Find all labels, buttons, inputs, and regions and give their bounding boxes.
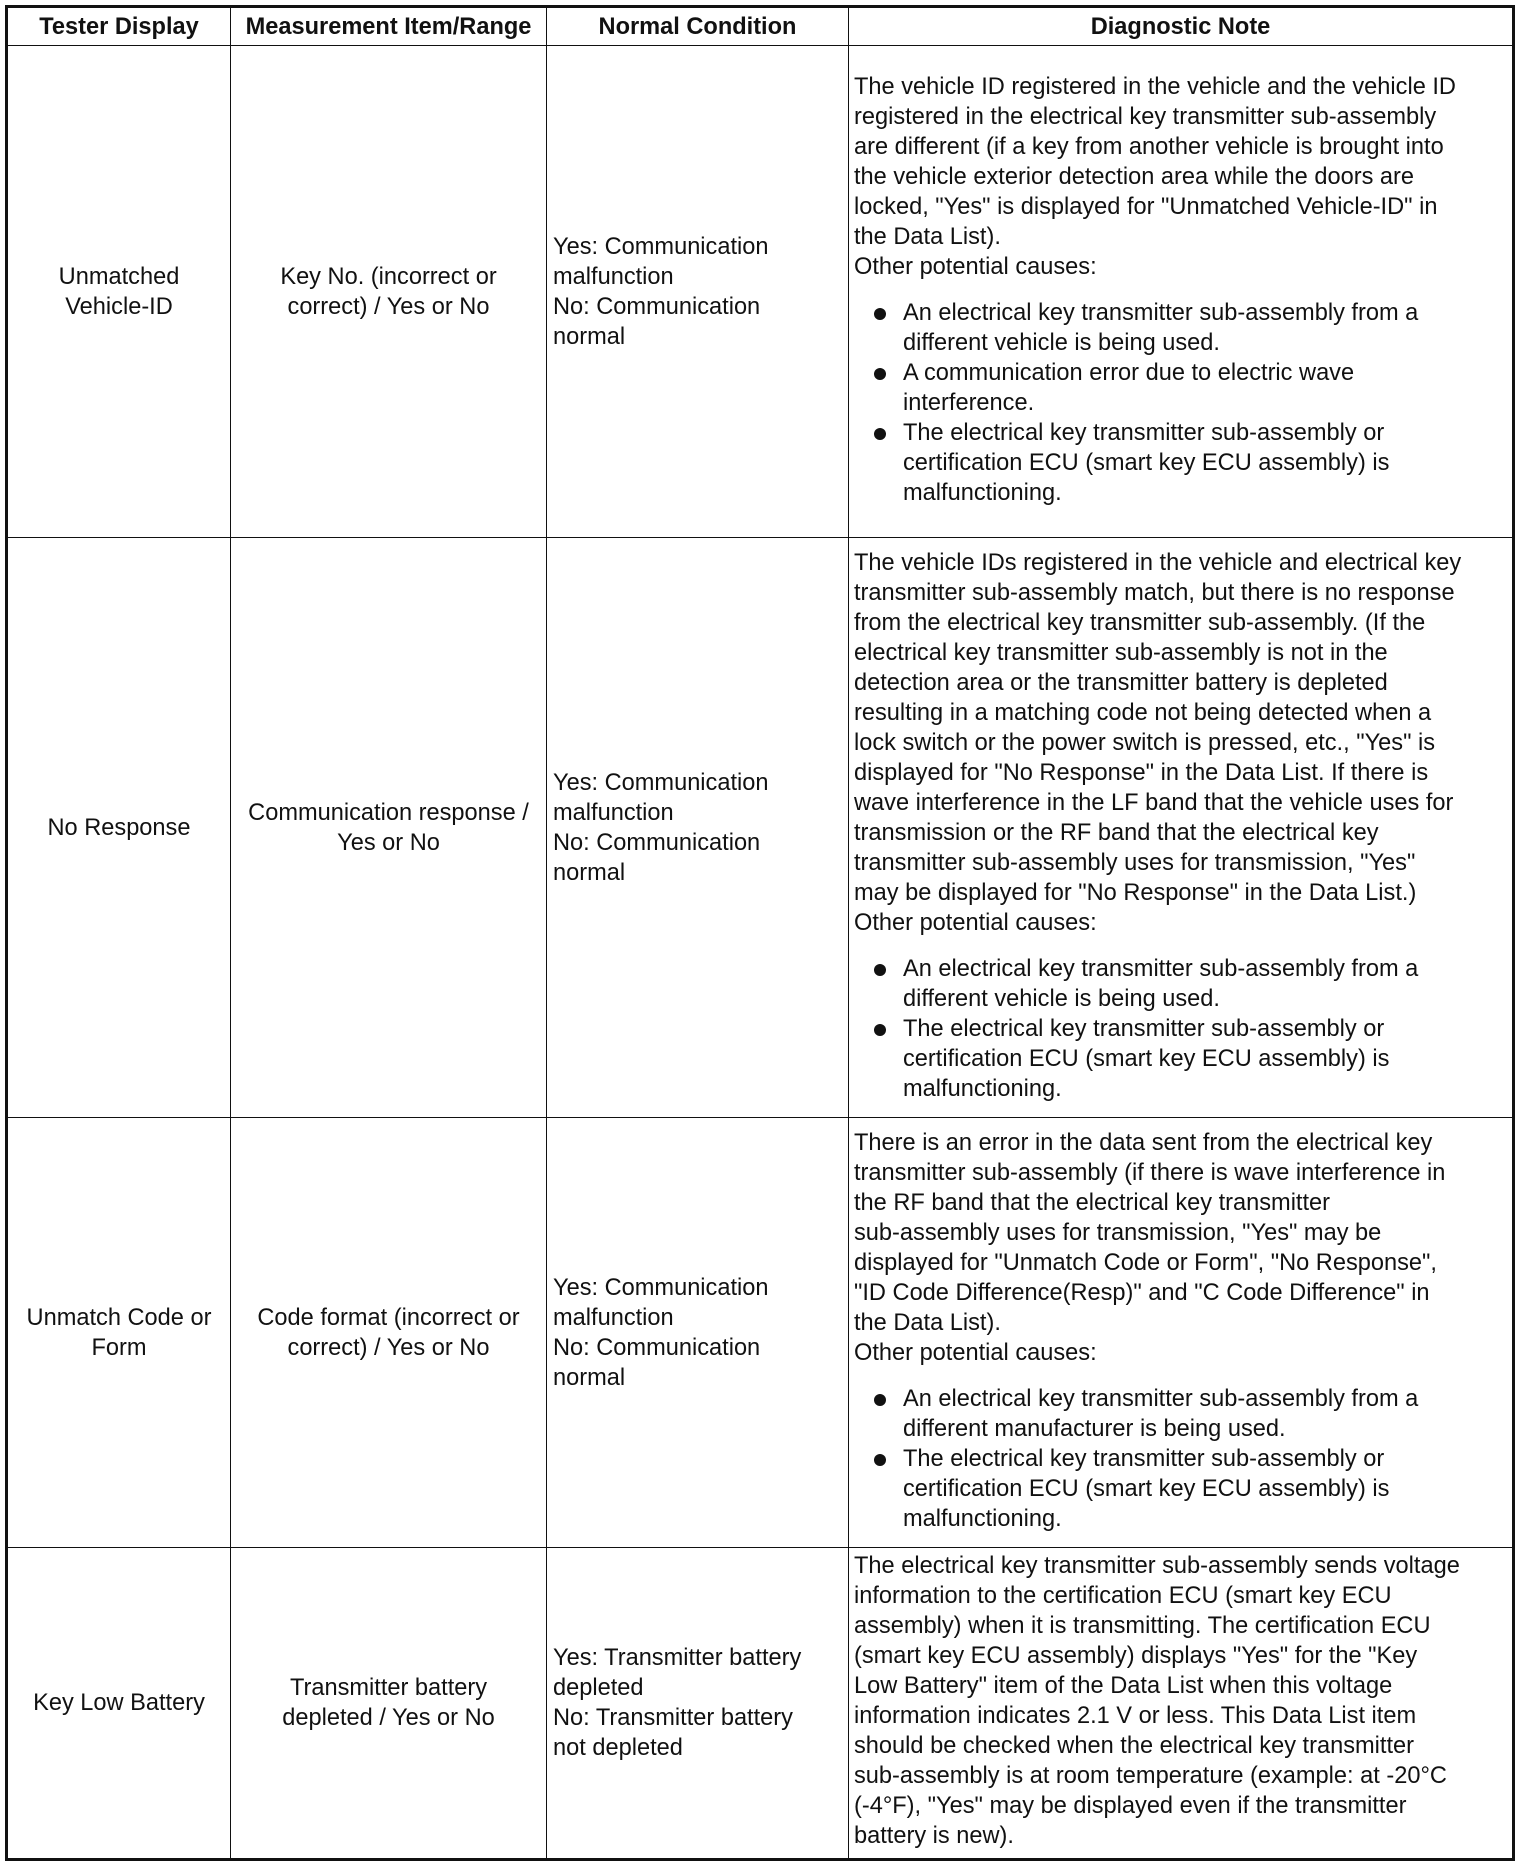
measurement-range-text: Communication response / Yes or No <box>248 799 529 856</box>
measurement-range-cell <box>231 1548 547 1860</box>
other-causes-label: Other potential causes: <box>854 253 1097 280</box>
data-list-table <box>5 5 1515 1861</box>
potential-causes-list <box>854 298 1508 508</box>
header-measurement-item-range: Measurement Item/Range <box>231 7 547 46</box>
tester-display-cell <box>7 46 231 538</box>
header-diagnostic-note: Diagnostic Note <box>849 7 1514 46</box>
measurement-range-cell <box>231 1118 547 1548</box>
diagnostic-note-text: The electrical key transmitter sub-assembly sends voltage information to the certification ECU (smart key ECU assembly) when it is transmitting. The certification ECU (smart key ECU assembly) displays "Yes" for the "Key Low Battery" item of the Data List when this voltage information indicates 2.1 V or less. This Data List item should be checked when the electrical key transmitter sub-assembly is at room temperature (example: at -20°C (-4°F), "Yes" may be displayed even if the transmitter battery is new). <box>854 1553 1460 1849</box>
diagnostic-note-cell <box>849 1118 1514 1548</box>
cause-item: An electrical key transmitter sub-assembly from a different vehicle is being used. <box>854 954 1508 1014</box>
measurement-range-cell <box>231 46 547 538</box>
tester-display-cell <box>7 538 231 1118</box>
normal-condition-cell <box>547 1118 849 1548</box>
diagnostic-note-text: The vehicle IDs registered in the vehicle and electrical key transmitter sub-assembly match, but there is no response from the electrical key transmitter sub-assembly. (If the electrical key transmitter sub-assembly is not in the detection area or the transmitter battery is depleted resulting in a matching code not being detected when a lock switch or the power switch is pressed, etc., "Yes" is displayed for "No Response" in the Data List. If there is wave interference in the LF band that the vehicle uses for transmission or the RF band that the electrical key transmitter sub-assembly uses for transmission, "Yes" may be displayed for "No Response" in the Data List.) <box>854 549 1462 906</box>
normal-condition-cell <box>547 538 849 1118</box>
potential-causes-list <box>854 954 1508 1104</box>
diagnostic-note-cell <box>849 538 1514 1118</box>
diagnostic-note-text: There is an error in the data sent from the electrical key transmitter sub-assembly (if there is wave interference in the RF band that the electrical key transmitter sub-assembly uses for transmission, "Yes" may be displayed for "Unmatch Code or Form", "No Response", "ID Code Difference(Resp)" and "C Code Difference" in the Data List). <box>854 1129 1446 1336</box>
table-row <box>7 46 1514 538</box>
tester-display-text: Unmatched Vehicle-ID <box>58 263 180 320</box>
cause-item: The electrical key transmitter sub-assembly or certification ECU (smart key ECU assembly) is malfunctioning. <box>854 418 1508 508</box>
table-row <box>7 1548 1514 1860</box>
measurement-range-text: Key No. (incorrect or correct) / Yes or No <box>280 263 497 320</box>
table-row <box>7 538 1514 1118</box>
normal-condition-text: Yes: Communication malfunction No: Communication normal <box>553 769 769 886</box>
other-causes-label: Other potential causes: <box>854 909 1097 936</box>
cause-item: An electrical key transmitter sub-assembly from a different manufacturer is being used. <box>854 1384 1508 1444</box>
normal-condition-text: Yes: Communication malfunction No: Communication normal <box>553 233 769 350</box>
diagnostic-note-cell <box>849 46 1514 538</box>
cause-item: An electrical key transmitter sub-assembly from a different vehicle is being used. <box>854 298 1508 358</box>
table-row <box>7 1118 1514 1548</box>
tester-display-cell <box>7 1118 231 1548</box>
diagnostic-note-cell <box>849 1548 1514 1860</box>
header-normal-condition: Normal Condition <box>547 7 849 46</box>
cause-item: A communication error due to electric wave interference. <box>854 358 1508 418</box>
measurement-range-cell <box>231 538 547 1118</box>
diagnostic-note-text: The vehicle ID registered in the vehicle and the vehicle ID registered in the electrical key transmitter sub-assembly are different (if a key from another vehicle is brought into the vehicle exterior detection area while the doors are locked, "Yes" is displayed for "Unmatched Vehicle-ID" in the Data List). <box>854 73 1456 250</box>
data-list-sheet <box>5 5 1515 1861</box>
header-tester-display: Tester Display <box>7 7 231 46</box>
cause-item: The electrical key transmitter sub-assembly or certification ECU (smart key ECU assembly) is malfunctioning. <box>854 1014 1508 1104</box>
cause-item: The electrical key transmitter sub-assembly or certification ECU (smart key ECU assembly) is malfunctioning. <box>854 1444 1508 1534</box>
tester-display-cell <box>7 1548 231 1860</box>
tester-display-text: Unmatch Code or Form <box>26 1304 212 1361</box>
header-row <box>7 7 1514 46</box>
normal-condition-text: Yes: Communication malfunction No: Communication normal <box>553 1274 769 1391</box>
normal-condition-text: Yes: Transmitter battery depleted No: Transmitter battery not depleted <box>553 1645 802 1761</box>
tester-display-text: No Response <box>47 814 191 841</box>
tester-display-text: Key Low Battery <box>33 1690 205 1716</box>
potential-causes-list <box>854 1384 1508 1534</box>
normal-condition-cell <box>547 46 849 538</box>
measurement-range-text: Code format (incorrect or correct) / Yes or No <box>257 1304 520 1361</box>
normal-condition-cell <box>547 1548 849 1860</box>
measurement-range-text: Transmitter battery depleted / Yes or No <box>282 1675 495 1731</box>
other-causes-label: Other potential causes: <box>854 1339 1097 1366</box>
